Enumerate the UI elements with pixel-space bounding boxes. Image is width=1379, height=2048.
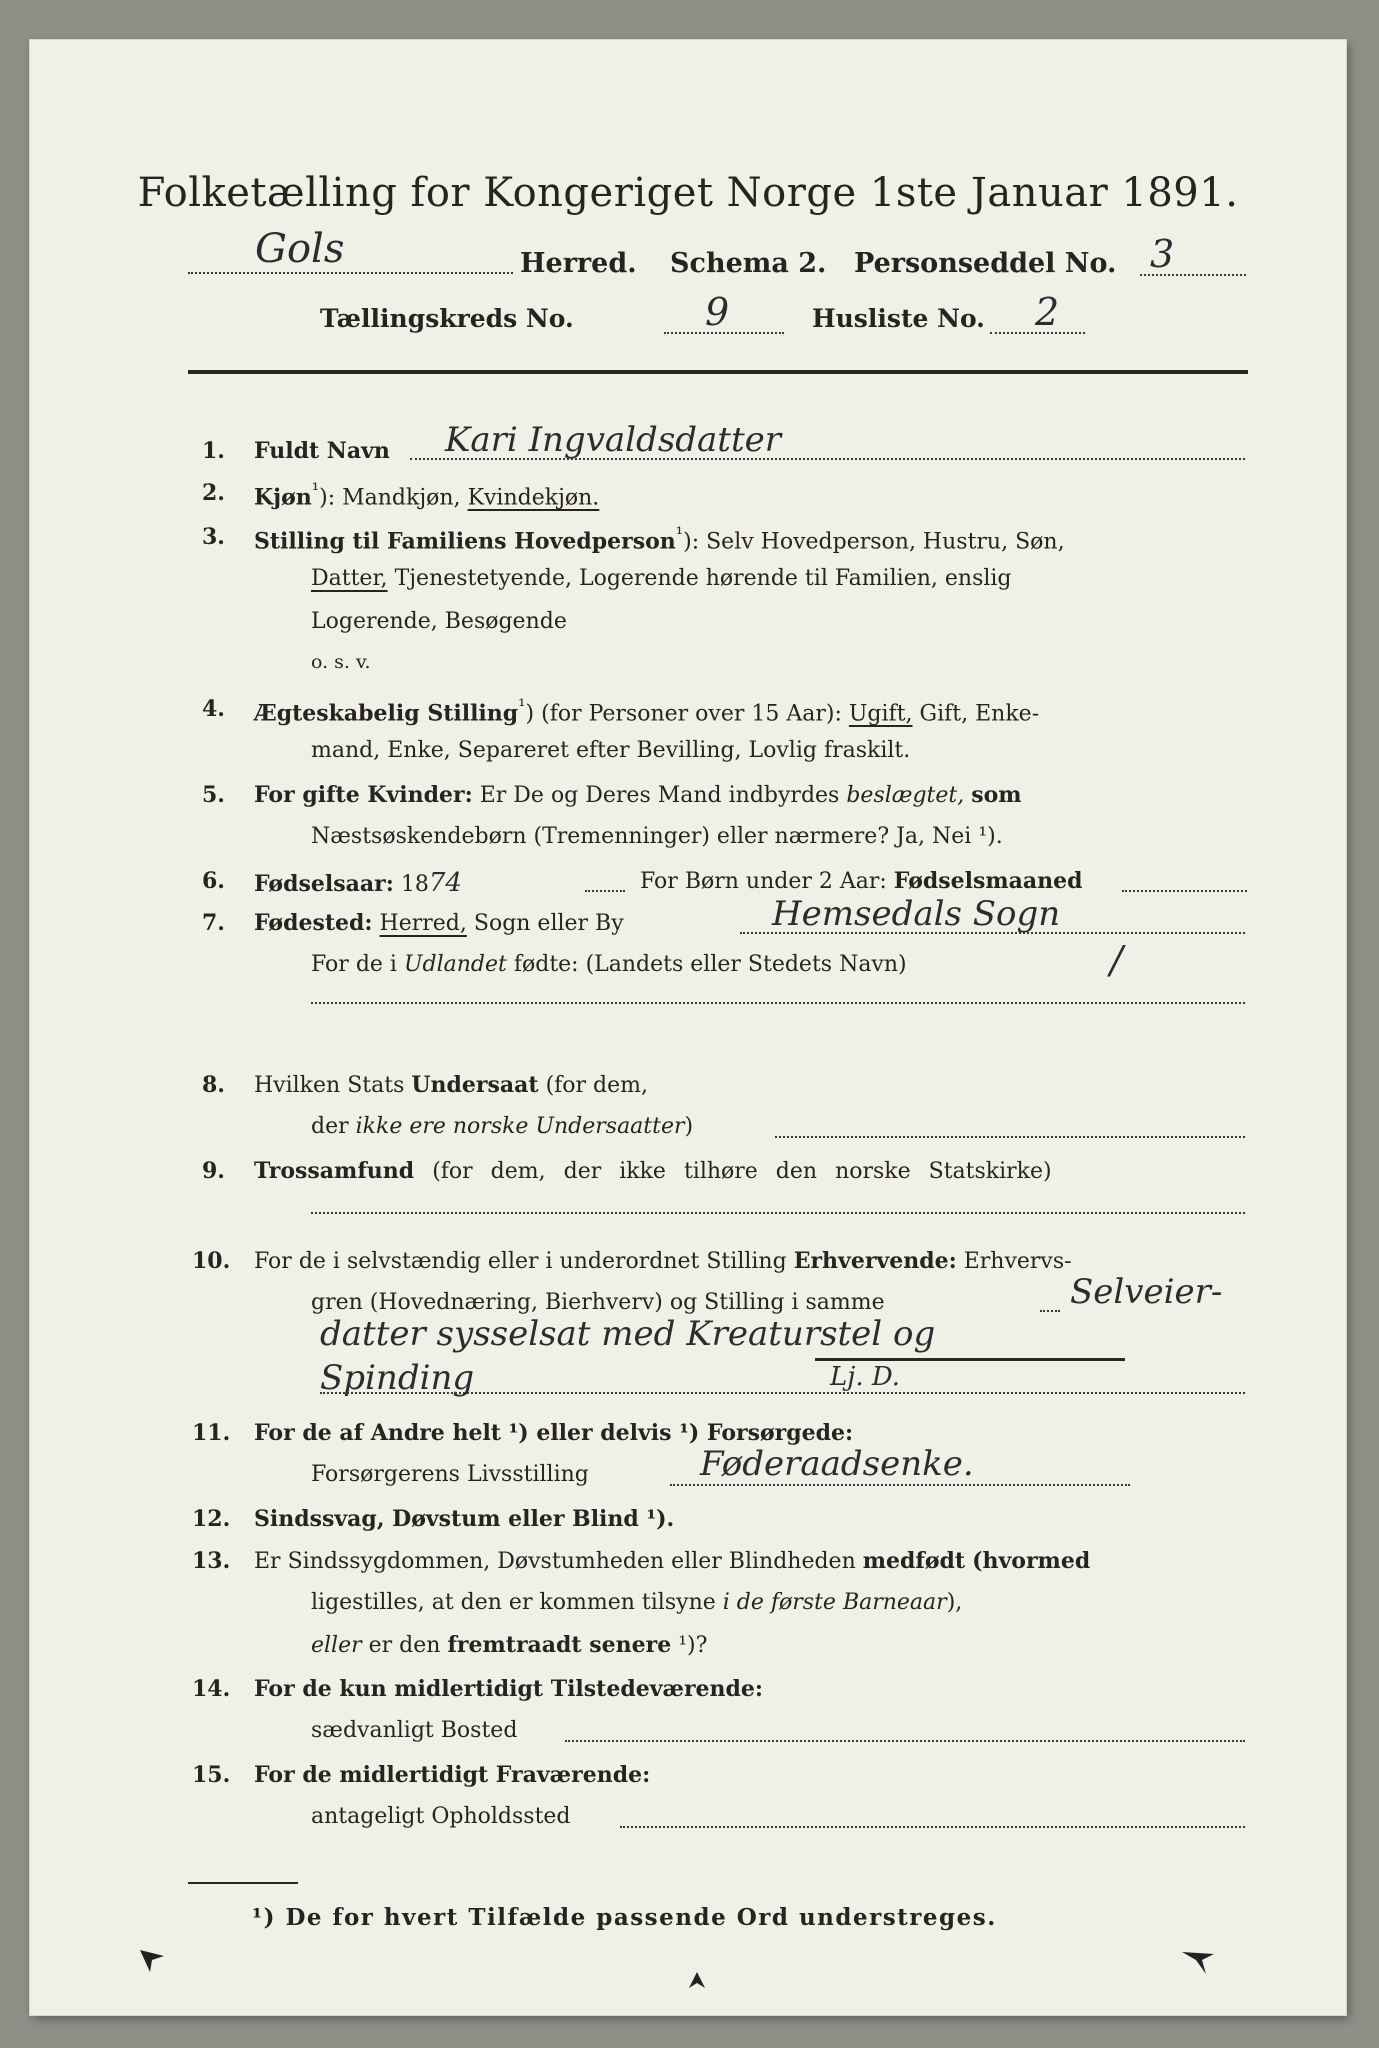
q13-line2-a: ligestilles, at den er kommen tilsyne bbox=[311, 1590, 716, 1615]
footnote-rule bbox=[188, 1882, 298, 1884]
q6-answer: 74 bbox=[428, 868, 462, 898]
q8-number: 8. bbox=[202, 1072, 225, 1098]
q2-option-kvindekjon: Kvindekjøn. bbox=[467, 485, 600, 511]
q7-answer: Hemsedals Sogn bbox=[772, 894, 1061, 934]
q9-line bbox=[254, 1158, 1052, 1184]
q7-option-herred: Herred, bbox=[379, 911, 467, 936]
q1-answer: Kari Ingvaldsdatter bbox=[445, 420, 781, 460]
q7-line1 bbox=[254, 910, 624, 936]
q7-label: Fødested: bbox=[254, 910, 373, 936]
q9-rest: (for dem, der ikke tilhøre den norske Statskirke) bbox=[432, 1159, 1052, 1184]
q6-line bbox=[254, 868, 462, 898]
q5-line1-end: som bbox=[971, 782, 1022, 808]
q3-line2 bbox=[311, 566, 1012, 591]
husliste-value: 2 bbox=[1035, 290, 1060, 334]
q13-line2-italic: i de første Barneaar bbox=[722, 1590, 947, 1615]
q15-number: 15. bbox=[192, 1762, 231, 1788]
q3-line2-rest: Tjenestetyende, Logerende hørende til Familien, enslig bbox=[394, 566, 1012, 591]
center-mark bbox=[685, 1968, 709, 1992]
q15-line2: antageligt Opholdssted bbox=[311, 1804, 571, 1829]
q8-line2-italic: ikke ere norske Undersaatter bbox=[355, 1114, 685, 1139]
q11-answer: Føderaadsenke. bbox=[700, 1444, 974, 1484]
corner-mark-right bbox=[1180, 1948, 1216, 1978]
q4-label: Ægteskabelig Stilling bbox=[254, 700, 519, 727]
q10-answer-1: Selveier- bbox=[1070, 1272, 1223, 1312]
q12-number: 12. bbox=[192, 1506, 231, 1532]
q3-line4: o. s. v. bbox=[311, 651, 371, 673]
q6-prefix: 18 bbox=[400, 872, 429, 897]
q3-line3: Logerende, Besøgende bbox=[311, 609, 567, 634]
q4-line1-end: Gift, Enke- bbox=[919, 701, 1040, 727]
q11-line2: Forsørgerens Livsstilling bbox=[311, 1462, 589, 1487]
q10-number: 10. bbox=[192, 1248, 231, 1274]
personseddel-label: Personseddel No. bbox=[854, 248, 1117, 279]
q4-line1: Ægteskabelig Stilling$^{^1}$) (for Personer over 15 Aar): Ugift, Gift, Enke- bbox=[254, 696, 1040, 727]
q7-line2-italic: Udlandet bbox=[403, 952, 507, 977]
q5-line1 bbox=[254, 782, 1022, 808]
q3-line1-rest: ): Selv Hovedperson, Hustru, Søn, bbox=[683, 529, 1065, 555]
q3-number: 3. bbox=[202, 524, 225, 550]
q10-line1 bbox=[254, 1248, 1072, 1274]
q2-label: Kjøn bbox=[254, 484, 312, 511]
q11-number: 11. bbox=[192, 1420, 231, 1446]
q2-rest: ): Mandkjøn, bbox=[319, 485, 461, 511]
q8-line1-b: Undersaat bbox=[411, 1072, 539, 1098]
q3-line1: Stilling til Familiens Hovedperson$^{^1}$): Selv Hovedperson, Hustru, Søn, bbox=[254, 524, 1065, 555]
personseddel-value: 3 bbox=[1150, 232, 1175, 276]
husliste-label: Husliste No. bbox=[812, 304, 985, 333]
q10-line1-b: Erhvervende: bbox=[793, 1248, 957, 1274]
q6-rest-text: For Børn under 2 Aar: bbox=[640, 869, 887, 894]
q7-number: 7. bbox=[202, 910, 225, 936]
schema-label: Schema 2. bbox=[670, 248, 827, 279]
q6-label2: Fødselsmaaned bbox=[893, 868, 1083, 894]
q13-line1 bbox=[254, 1548, 1090, 1574]
q4-line2: mand, Enke, Separeret efter Bevilling, Lovlig fraskilt. bbox=[311, 738, 911, 763]
q13-line3 bbox=[311, 1632, 707, 1658]
q8-line1-c: (for dem, bbox=[545, 1073, 649, 1098]
q13-line3-italic: eller bbox=[311, 1633, 362, 1658]
q15-line1: For de midlertidigt Fraværende: bbox=[254, 1762, 651, 1788]
q12-line: Sindssvag, Døvstum eller Blind ¹). bbox=[254, 1506, 675, 1532]
q10-line2: gren (Hovednæring, Bierhverv) og Stilling i samme bbox=[311, 1290, 885, 1315]
q10-line1-c: Erhvervs- bbox=[963, 1249, 1072, 1274]
q7-line2-a: For de i bbox=[311, 952, 397, 977]
q4-line1-mid: ) (for Personer over 15 Aar): bbox=[525, 701, 842, 727]
q10-line1-a: For de i selvstændig eller i underordnet Stilling bbox=[254, 1249, 787, 1274]
corner-mark-left bbox=[138, 1946, 168, 1976]
q9-number: 9. bbox=[202, 1158, 225, 1184]
q13-line3-a: er den bbox=[368, 1633, 441, 1658]
q4-option-ugift: Ugift, bbox=[848, 701, 913, 727]
q13-line2 bbox=[311, 1590, 962, 1615]
q13-line1-b: medfødt bbox=[862, 1548, 966, 1574]
q8-line1-a: Hvilken Stats bbox=[254, 1073, 405, 1098]
q5-number: 5. bbox=[202, 782, 225, 808]
q11-line1: For de af Andre helt ¹) eller delvis ¹) Forsørgede: bbox=[254, 1420, 854, 1446]
taellingskreds-value: 9 bbox=[705, 290, 730, 334]
q1-number: 1. bbox=[202, 438, 225, 464]
herred-label: Herred. bbox=[520, 248, 637, 279]
q8-line2 bbox=[311, 1114, 693, 1139]
taellingskreds-label: Tællingskreds No. bbox=[320, 304, 574, 333]
q9-label: Trossamfund bbox=[254, 1158, 415, 1184]
q13-line3-c: ¹)? bbox=[678, 1633, 708, 1658]
q5-line2: Næstsøskendebørn (Tremenninger) eller nærmere? Ja, Nei ¹). bbox=[311, 824, 1003, 849]
q14-line1: For de kun midlertidigt Tilstedeværende: bbox=[254, 1676, 764, 1702]
q5-line1-mid: Er De og Deres Mand indbyrdes bbox=[479, 783, 840, 808]
q13-line1-a: Er Sindssygdommen, Døvstumheden eller Blindheden bbox=[254, 1549, 856, 1574]
q10-answer-3: Spinding bbox=[320, 1358, 475, 1398]
q7-line2 bbox=[311, 952, 907, 977]
q5-label: For gifte Kvinder: bbox=[254, 782, 473, 808]
q7-line2-mark: / bbox=[1110, 938, 1123, 982]
q2-number: 2. bbox=[202, 480, 225, 506]
q13-number: 13. bbox=[192, 1548, 231, 1574]
q2-line bbox=[254, 480, 599, 510]
q7-line2-b: fødte: (Landets eller Stedets Navn) bbox=[513, 952, 907, 977]
header-rule bbox=[188, 370, 1248, 374]
q3-label: Stilling til Familiens Hovedperson bbox=[254, 528, 676, 555]
q3-option-datter: Datter, bbox=[311, 566, 388, 591]
form-title: Folketælling for Kongeriget Norge 1ste Januar 1891. bbox=[137, 170, 1239, 216]
q7-rest: Sogn eller By bbox=[473, 911, 624, 936]
q4-number: 4. bbox=[202, 696, 225, 722]
q8-line1 bbox=[254, 1072, 648, 1098]
q8-line2-b: ) bbox=[684, 1114, 694, 1139]
q14-line2: sædvanligt Bosted bbox=[311, 1718, 518, 1743]
q10-answer-mark: Lj. D. bbox=[830, 1362, 901, 1392]
q8-line2-a: der bbox=[311, 1114, 349, 1139]
footnote: ¹) De for hvert Tilfælde passende Ord understreges. bbox=[252, 1904, 997, 1931]
q6-label: Fødselsaar: bbox=[254, 871, 394, 897]
q14-number: 14. bbox=[192, 1676, 231, 1702]
q5-line1-italic: beslægtet, bbox=[846, 783, 965, 808]
q10-answer-2: datter sysselsat med Kreaturstel og bbox=[320, 1314, 936, 1354]
herred-value: Gols bbox=[255, 226, 345, 272]
q13-line2-b: ), bbox=[946, 1590, 963, 1615]
q2-sup: ¹ bbox=[311, 480, 320, 501]
q1-label: Fuldt Navn bbox=[254, 438, 390, 464]
census-form-sheet bbox=[30, 40, 1346, 2015]
q6-number: 6. bbox=[202, 868, 225, 894]
q13-line1-c: (hvormed bbox=[972, 1548, 1091, 1574]
q10-underline-kreaturstel bbox=[815, 1358, 1125, 1361]
q13-line3-b: fremtraadt senere bbox=[447, 1632, 672, 1658]
q6-rest bbox=[640, 868, 1083, 894]
